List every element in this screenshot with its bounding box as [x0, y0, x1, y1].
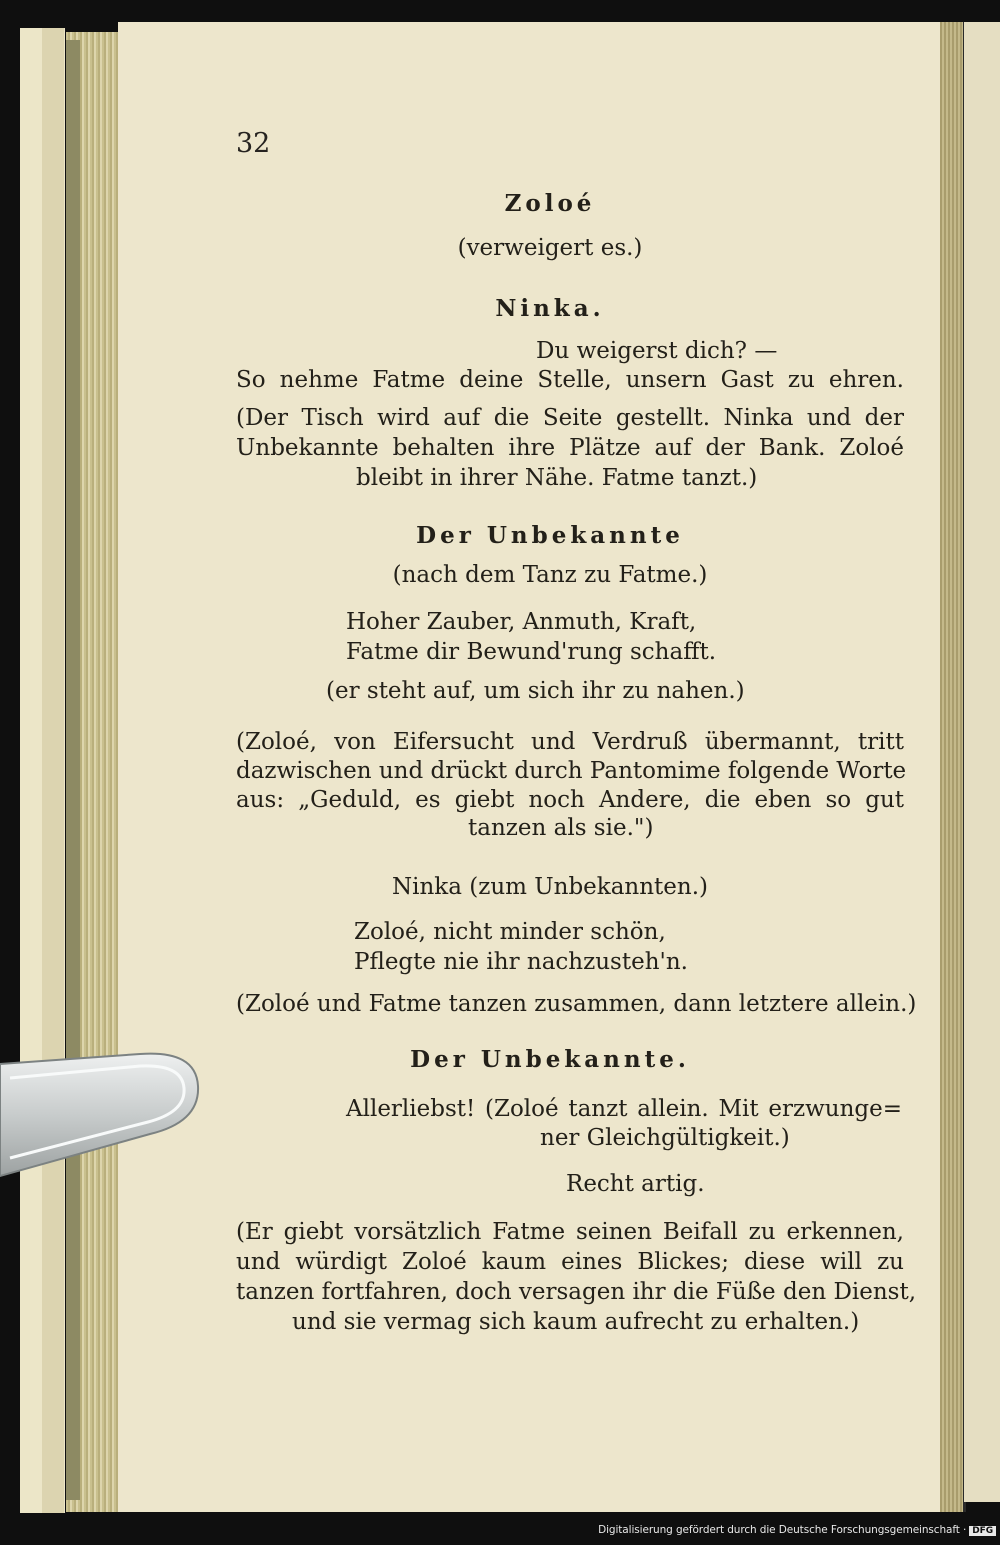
verse-line: Recht artig.: [566, 1171, 705, 1197]
stage-direction: und würdigt Zoloé kaum eines Blickes; diese will zu: [236, 1249, 904, 1275]
speaker-ninka: Ninka.: [495, 295, 605, 322]
page-clip-holder: [0, 1050, 220, 1180]
stage-direction: (Zoloé und Fatme tanzen zusammen, dann letztere allein.): [236, 991, 917, 1017]
verse-line: Zoloé, nicht minder schön,: [354, 919, 666, 945]
right-page-strip: [964, 22, 1000, 1502]
stage-direction: aus: „Geduld, es giebt noch Andere, die eben so gut: [236, 787, 904, 813]
stage-direction: bleibt in ihrer Nähe. Fatme tanzt.): [356, 465, 758, 491]
speaker-ninka: Ninka (zum Unbekannten.): [391, 874, 709, 900]
stage-direction: (Zoloé, von Eifersucht und Verdruß übermannt, tritt: [236, 729, 904, 755]
verse-line: Hoher Zauber, Anmuth, Kraft,: [346, 609, 697, 635]
left-page-inner: [42, 28, 64, 1513]
stage-direction: tanzen fortfahren, doch versagen ihr die Füße den Dienst,: [236, 1279, 917, 1305]
stage-direction: (nach dem Tanz zu Fatme.): [392, 562, 708, 588]
stage-direction: dazwischen und drückt durch Pantomime folgende Worte: [236, 758, 907, 784]
dfg-logo: DFG: [969, 1526, 996, 1536]
credit-text: Digitalisierung gefördert durch die Deutsche Forschungsgemeinschaft ·: [598, 1524, 967, 1536]
speaker-unbekannte: Der Unbekannte: [416, 522, 684, 549]
speaker-unbekannte: Der Unbekannte.: [410, 1046, 690, 1073]
stage-direction: (verweigert es.): [457, 235, 643, 261]
stage-direction: ner Gleichgültigkeit.): [540, 1125, 790, 1151]
stage-direction: tanzen als sie."): [468, 815, 654, 841]
speaker-zoloe: Zoloé: [504, 190, 596, 217]
digitization-credit: [598, 1524, 996, 1536]
stage-direction: (er steht auf, um sich ihr zu nahen.): [326, 678, 745, 704]
verse-line: So nehme Fatme deine Stelle, unsern Gast zu ehren.: [236, 367, 904, 393]
stage-direction: (Er giebt vorsätzlich Fatme seinen Beifall zu erkennen,: [236, 1219, 904, 1245]
cover-edge: [66, 40, 80, 1500]
verse-line: Du weigerst dich? —: [536, 338, 778, 364]
stage-direction: (Der Tisch wird auf die Seite gestellt. Ninka und der: [236, 405, 904, 431]
stage-direction: Unbekannte behalten ihre Plätze auf der Bank. Zoloé: [236, 435, 904, 461]
right-page-edges: [938, 22, 964, 1512]
page-number: 32: [236, 128, 271, 159]
verse-line: Fatme dir Bewund'rung schafft.: [346, 639, 717, 665]
verse-line: Pflegte nie ihr nachzusteh'n.: [354, 949, 688, 975]
stage-direction: und sie vermag sich kaum aufrecht zu erhalten.): [292, 1309, 860, 1335]
verse-line: Allerliebst! (Zoloé tanzt allein. Mit erzwunge=: [346, 1096, 902, 1122]
